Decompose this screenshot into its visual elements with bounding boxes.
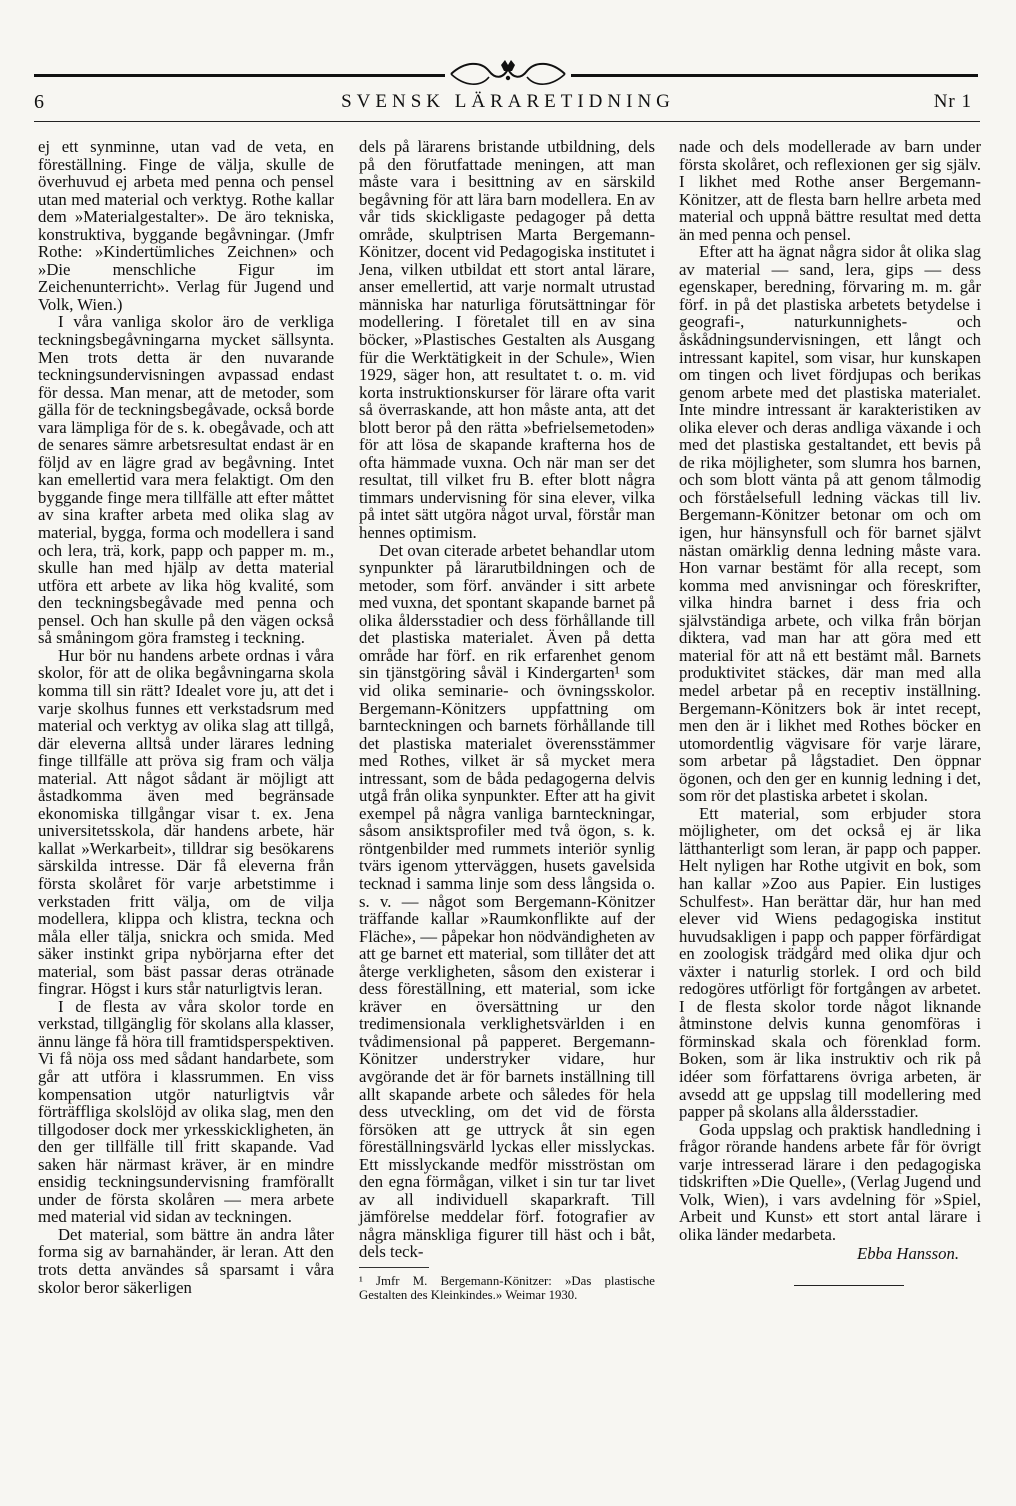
paragraph: Hur bör nu handens arbete ordnas i våra skolor, för att de olika begåvningarna skola komma till sin rätt? Idealet vore ju, att det i varje skolhus funnes ett verkstadsrum med material och verktyg av olika slag att tillgå, där eleverna alltså under lärares ledning finge tillfälle att pröva sig fram och välja material. Att något sådant är möjligt att åstadkomma även med begränsade ekonomiska tillgångar visar t. ex. Jena universitetsskola, där handens arbete, här kallat »Werkarbeit», tilldrar sig besökarens särskilda intresse. Där få eleverna från första skolåret för varje arbetstimme i verkstaden fritt välja, om de vilja modellera, klippa och klistra, teckna och måla eller tälja, snickra och smida. Med säker instinkt gripa nybörjarna efter det material, som bäst passar deras otränade fingrar. Högst i kurs står naturligtvis leran. [38,645,334,999]
paragraph: Goda uppslag och praktisk handledning i frågor rörande handens arbete får för övrigt varje intresserad lärare i den pedagogiska tidskriften »Die Quelle», (Verlag Jugend und Volk, Wien), i vars avdelning för »Spiel, Arbeit und Kunst» ett stort antal lärare i olika länder medarbeta. [679,1119,981,1244]
author-signature: Ebba Hansson. [857,1244,959,1264]
footnote [359,1267,655,1302]
article-column-1 [38,138,334,1296]
paragraph: nade och dels modellerade av barn under första skolåret, och reflexionen ger sig själv. I likhet med Rothe anser Bergemann-Könitzer, att de flesta barn hellre arbeta med material och uppnå bättre resultat med detta än med penna och pensel. [679,137,981,244]
paragraph: Efter att ha ägnat några sidor åt olika slag av material — sand, lera, gips — dess egenskaper, beredning, förvaring m. m. går förf. in på det plastiska arbetets betydelse i geografi-, naturkunnighets- och åskådningsundervisningen, ett långt och intressant kapitel, som visar, hur kunskapen om tingen och livet fördjupas och berikas genom arbete med det plastiska materialet. Inte mindre intressant är karakteristiken av olika elever och deras andliga växande i och med det plastiska gestaltandet, ett bevis på de rika möjligheter, som slumra hos barnen, och som blott vänta på att genom tålmodig och förståelsefull ledning väckas till liv. Bergemann-Könitzer betonar om och om igen, hur hänsynsfull och för barnet självt nästan omärklig denna ledning måste vara. Hon varnar bestämt för alla recept, som komma med anvisningar och föreskrifter, vilka hindra barnet i dess fria och självständiga arbete, och vilka från början diktera, vad man har att göra med ett material för att nå ett bestämt mål. Barnets produktivitet stäckes, där man med alla medel arbetar på en receptiv inställning. Bergemann-Könitzers bok är intet recept, men den är i likhet med Rothes böcker en utomordentlig vägvisare för varje lärare, som arbetar på lågstadiet. Den öppnar ögonen, och den ger en kunnig ledning i det, som rör det plastiska arbetet i skolan. [679,242,981,806]
paragraph: Det ovan citerade arbetet behandlar utom synpunkter på lärarutbildningen och de metoder, som förf. använder i sitt arbete med vuxna, det spontant skapande barnet på olika åldersstadier och dess förhållande till det plastiska materialet. Även på detta område har förf. en rik erfarenhet genom sin tjänstgöring såväl i Kindergarten¹ som vid olika seminarie- och övningsskolor. Bergemann-Könitzers uppfattning om barnteckningen och barnets förhållande till det plastiska materialet överensstämmer med Rothes, vilket är så mycket mera intressant, som de båda pedagogerna delvis utgå från olika synpunkter. Efter att ha givit exempel på några vanliga barnteckningar, såsom ansiktsprofiler med två ögon, s. k. röntgenbilder med rummets interiör synlig tvärs igenom ytterväggen, husets gavelsida tecknad i samma linje som dess långsida o. s. v. — något som Bergemann-Könitzer träffande kallar »Raumkonflikte auf der Fläche», — påpekar hon nödvändigheten av att ge barnet ett material, som tillåter det att återge verkligheten, såsom den existerar i dess föreställning, ett material, som icke kräver en översättning ur den tredimensionala verklighetsvärlden i en tvådimensional på papperet. Bergemann-Könitzer understryker vidare, hur avgörande det är för barnets inställning till allt skapande arbete och således för hela dess utveckling, om det vid de första försöken att ge uttryck åt sin egen föreställningsvärld lyckas eller misslyckas. Ett misslyckande medför misströstan om den egna förmågan, vilket i sin tur tar livet av all individuell skaparkraft. Till jämförelse meddelar förf. fotografier av några mänskliga figurer till häst och i båt, dels teck- [359,540,655,1262]
ornament-icon [445,57,571,91]
paragraph: dels på lärarens bristande utbildning, dels på den förutfattade meningen, att man måste vara i besittning av en särskild begåvning för att lära barn modellera. En av vår tids skickligaste pedagoger på detta område, skulptrisen Marta Bergemann-Könitzer, docent vid Pedagogiska institutet i Jena, vilken utbildat ett stort antal lärare, anser emellertid, att varje normalt utrustad människa har naturliga förutsättningar för modellering. I företalet till en av sina böcker, »Plastisches Gestalten als Ausgang für die Werktätigkeit in der Schule», Wien 1929, säger hon, att resultatet t. o. m. vid korta instruktionskurser för lärare ofta varit så överraskande, att hon måste anta, att det blott beror på den rätta »befrielsemetoden» för att lösa de skapande krafterna hos de ofta hämmade vuxna. Och när man ser det resultat, till vilket fru B. efter blott några timmars undervisning för sina elever, vilka på intet sätt utgöra något urval, förstår man hennes optimism. [359,137,655,543]
footnote-text: ¹ Jmfr M. Bergemann-Könitzer: »Das plastische Gestalten des Kleinkindes.» Weimar 1930. [359,1274,655,1302]
paragraph: Ett material, som erbjuder stora möjligheter, om det också ej är lika lätthanterligt som leran, är papp och papper. Helt nyligen har Rothe utgivit en bok, som han kallar »Zoo aus Papier. Ein lustiges Schulfest». Han berättar där, hur han med elever vid Wiens pedagogiska institut huvudsakligen i papp och papper förfärdigat en zoologisk trädgård med olika djur och växter i naturlig storlek. I ord och bild redogöres utförligt för fortgången av arbetet. I de flesta skolor torde något liknande åtminstone delvis kunna genomföras i förminskad skala och förenklad form. Boken, som är lika instruktiv och rik på idéer som författarens övriga arbeten, är avsedd att ge uppslag till modellering med papper på skolans alla åldersstadier. [679,803,981,1122]
article-column-3 [679,138,981,1286]
journal-title: SVENSK LÄRARETIDNING [341,91,675,112]
page-number: 6 [34,91,45,113]
paragraph: Det material, som bättre än andra låter forma sig av barnahänder, är leran. Att den trots detta användes så sparsamt i våra skolor beror säkerligen [38,1224,334,1297]
header-bottom-rule [34,121,980,122]
paragraph: I våra vanliga skolor äro de verkliga teckningsbegåvningarna mycket sällsynta. Men trots detta är den nuvarande teckningsundervisningen avpassad endast för dessa. Man menar, att de metoder, som gälla för de teckningsbegåvade, också borde vara lämpliga för de s. k. obegåvade, och att de senares sämre arbetsresultat endast är en följd av en lägre grad av begåvning. Intet kan emellertid vara mera felaktigt. Om den byggande finge mera tillfälle att efter måttet av sina krafter arbeta med olika slag av material, bygga, forma och modellera i sand och lera, trä, kork, papp och papper m. m., skulle han med hjälp av detta material utföra ett arbete av lika hög kvalité, som den teckningsbegåvade med penna och pensel. Och han skulle på den vägen också så småningom göra framsteg i teckning. [38,312,334,648]
end-rule [794,1285,904,1286]
issue-number: Nr 1 [933,91,972,112]
article-column-2 [359,138,655,1302]
paragraph: I de flesta av våra skolor torde en verkstad, tillgänglig för skolans alla klasser, ännu länge få höra till framtidsperspektiven. Vi få nöja oss med sådant handarbete, som går att utföra i klassrummen. En viss kompensation utgör naturligtvis vår förträffliga skolslöjd av olika slag, men den tillgodoser dock mer yrkesskickligheten, än den ger tillfälle till fritt skapande. Vad saken här närmast kräver, är en mindre ensidig teckningsundervisning framförallt under de första skolåren — mera arbete med material vid sidan av teckningen. [38,996,334,1227]
footnote-rule [359,1267,429,1268]
paragraph: ej ett synminne, utan vad de veta, en föreställning. Finge de välja, skulle de överhuvud ej arbeta med penna och pensel utan med material och verktyg. Rothe kallar dem »Materialgestalter». De äro tekniska, konstruktiva, byggande begåvningar. (Jmfr Rothe: »Kindertümliches Zeichnen» och »Die menschliche Figur im Zeichenunterricht». Verlag für Jugend und Volk, Wien.) [38,137,334,314]
